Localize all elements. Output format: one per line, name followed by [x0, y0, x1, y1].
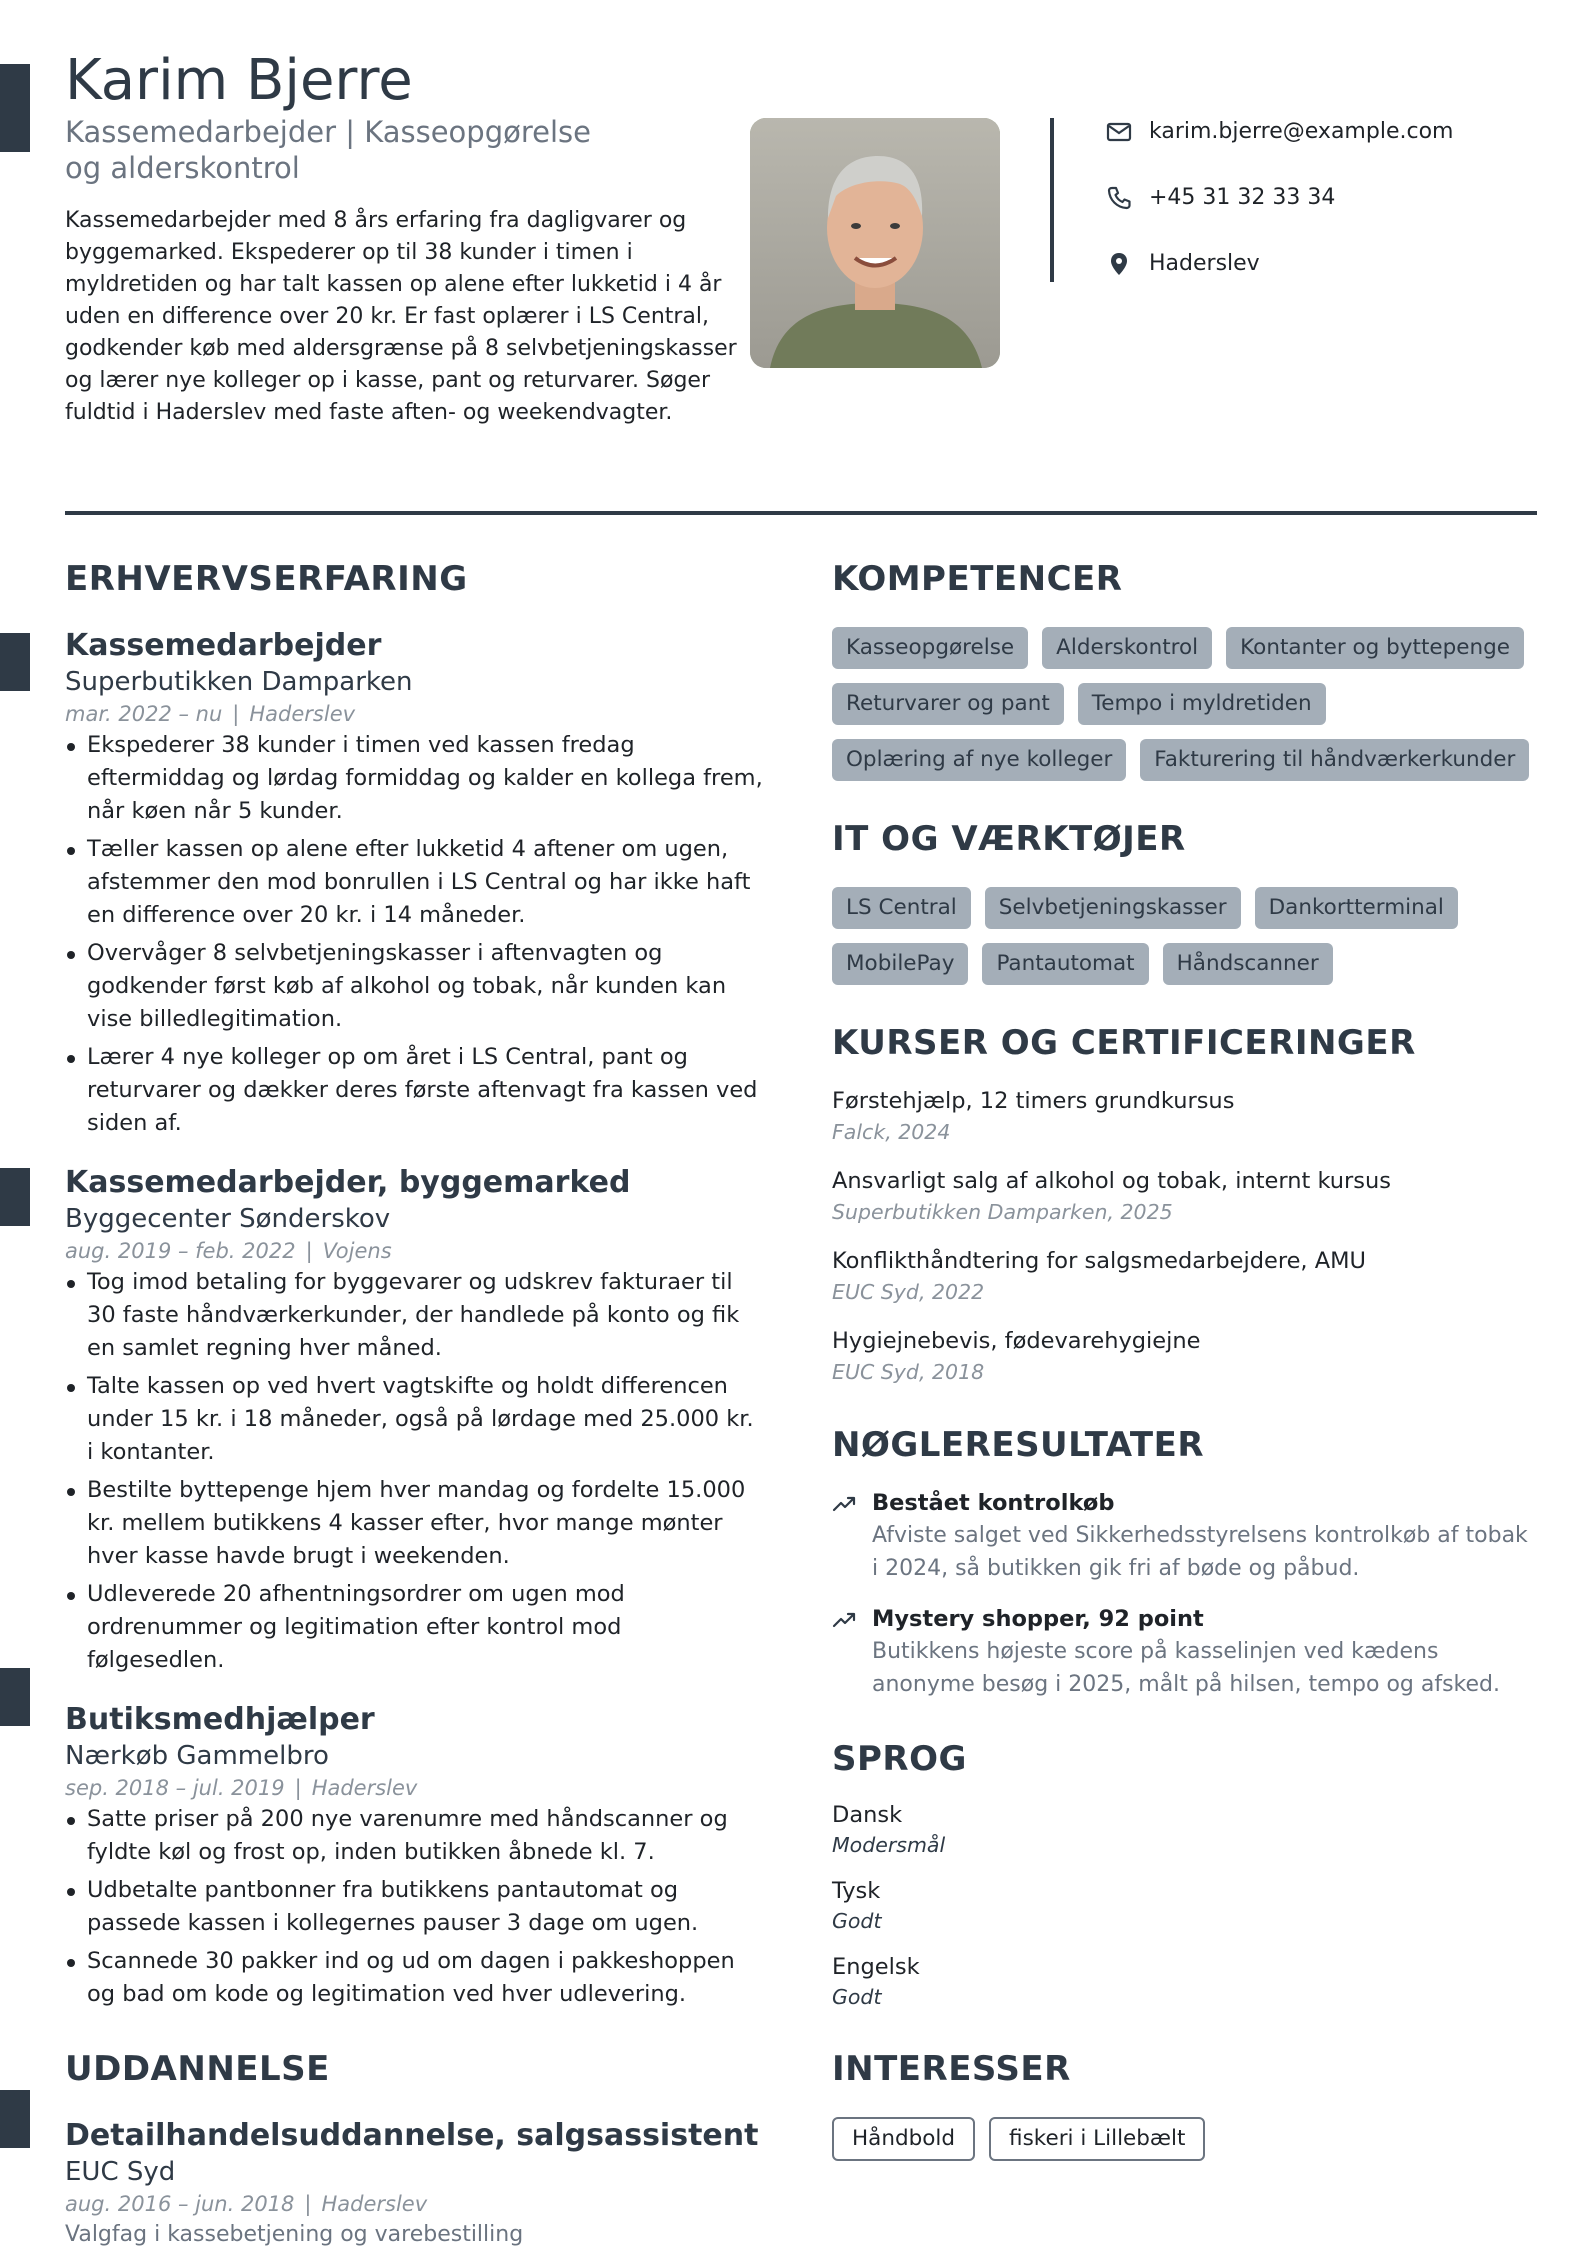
interests-heading: INTERESSER — [832, 2049, 1071, 2089]
education-note: Valgfag i kassebetjening og varebestilling — [65, 2222, 524, 2247]
job-entry — [65, 627, 765, 1140]
contact-email[interactable] — [1105, 116, 1535, 182]
result-title: Bestået kontrolkøb — [872, 1490, 1115, 1516]
skills-chip: Alderskontrol — [1042, 627, 1212, 669]
resume-header — [65, 0, 1537, 520]
result-description: Butikkens højeste score på kasselinjen ved kædens anonyme besøg i 2025, målt på hilsen, tempo og afsked. — [872, 1639, 1501, 1697]
results-list — [832, 1487, 1537, 1701]
job-title: Kassemedarbejder — [65, 628, 382, 663]
result-item — [832, 1603, 1537, 1701]
candidate-name: Karim Bjerre — [65, 48, 413, 113]
tools-heading: IT OG VÆRKTØJER — [832, 819, 1186, 859]
contact-location-text: Haderslev — [1149, 251, 1260, 276]
education-location: Haderslev — [321, 2192, 428, 2216]
left-column — [65, 555, 765, 2251]
trending-up-icon — [832, 1493, 858, 1515]
job-bullet: Overvåger 8 selvbetjeningskasser i aftenvagten og godkender først køb af alkohol og tobak, når kunden kan vise billedlegitimation. — [65, 937, 765, 1036]
job-meta — [65, 1773, 765, 1803]
job-bullet: Tog imod betaling for byggevarer og udskrev fakturaer til 30 faste håndværkerkunder, der handlede på konto og fik en samlet regning hver måned. — [65, 1266, 765, 1365]
location-pin-icon — [1105, 250, 1133, 278]
job-bullet: Satte priser på 200 nye varenumre med håndscanner og fyldte køl og frost op, inden butikken åbnede kl. 7. — [65, 1803, 765, 1869]
job-meta — [65, 699, 765, 729]
course-org: EUC Syd, 2022 — [832, 1280, 985, 1304]
experience-list — [65, 627, 765, 2011]
education-meta — [65, 2189, 765, 2219]
languages-list — [832, 1799, 1537, 2011]
skills-chip: Fakturering til håndværkerkunder — [1140, 739, 1529, 781]
job-bullet: Scannede 30 pakker ind og ud om dagen i pakkeshoppen og bad om kode og legitimation ved hver udlevering. — [65, 1945, 765, 2011]
job-bullet: Bestilte byttepenge hjem hver mandag og fordelte 15.000 kr. mellem butikkens 4 kasser efter, hvor mange mønter hver kasse havde brugt i weekenden. — [65, 1474, 765, 1573]
education-dates: aug. 2016 – jun. 2018 — [65, 2192, 295, 2216]
tools-chip: Pantautomat — [982, 943, 1148, 985]
languages-heading: SPROG — [832, 1739, 967, 1779]
course-name: Hygiejnebevis, fødevarehygiejne — [832, 1328, 1201, 1354]
education-school: EUC Syd — [65, 2157, 176, 2187]
education-item — [65, 2117, 765, 2251]
skills-chip: Returvarer og pant — [832, 683, 1064, 725]
course-item — [832, 1245, 1537, 1307]
accent-bar-job-2 — [0, 1168, 30, 1226]
contact-phone[interactable] — [1105, 182, 1535, 248]
skills-chip: Kontanter og byttepenge — [1226, 627, 1524, 669]
tools-chip: MobilePay — [832, 943, 968, 985]
job-company: Nærkøb Gammelbro — [65, 1741, 329, 1771]
profile-summary: Kassemedarbejder med 8 års erfaring fra dagligvarer og byggemarked. Ekspederer op til 38 kunder i timen i myldretiden og har talt kassen op alene efter lukketid i 4 år uden en difference over 20 kr. Er fast oplærer i LS Central, godkender køb med aldersgrænse på 8 selvbetjeningskasser og lærer nye kolleger op i kasse, pant og returvarer. Søger fuldtid i Haderslev med faste aften- og weekendvagter. — [65, 208, 737, 425]
course-name: Førstehjælp, 12 timers grundkursus — [832, 1088, 1235, 1114]
contact-block — [1105, 116, 1535, 314]
job-bullet: Udleverede 20 afhentningsordrer om ugen mod ordrenummer og legitimation efter kontrol mod følgesedlen. — [65, 1578, 765, 1677]
skills-chip: Kasseopgørelse — [832, 627, 1028, 669]
interests-chip-list — [832, 2117, 1537, 2161]
courses-section — [832, 1019, 1537, 1387]
course-item — [832, 1325, 1537, 1387]
results-section — [832, 1421, 1537, 1701]
accent-bar-education — [0, 2090, 30, 2148]
job-bullets — [65, 1266, 765, 1677]
course-org: EUC Syd, 2018 — [832, 1360, 985, 1384]
job-entry — [65, 1701, 765, 2011]
languages-section — [832, 1735, 1537, 2011]
portrait-photo-icon — [750, 118, 1000, 368]
course-name: Ansvarligt salg af alkohol og tobak, internt kursus — [832, 1168, 1392, 1194]
job-title: Butiksmedhjælper — [65, 1702, 375, 1737]
skills-chip: Tempo i myldretiden — [1078, 683, 1326, 725]
contact-email-text: karim.bjerre@example.com — [1149, 119, 1454, 144]
job-bullet: Talte kassen op ved hvert vagtskifte og holdt differencen under 15 kr. i 18 måneder, også på lørdage med 25.000 kr. i kontanter. — [65, 1370, 765, 1469]
meta-separator: | — [232, 702, 240, 726]
trending-up-icon — [832, 1609, 858, 1631]
experience-heading: ERHVERVSERFARING — [65, 559, 468, 599]
language-name: Engelsk — [832, 1954, 920, 1980]
contact-location — [1105, 248, 1535, 314]
education-title: Detailhandelsuddannelse, salgsassistent — [65, 2118, 759, 2153]
language-level: Godt — [832, 1985, 882, 2009]
meta-separator: | — [294, 1776, 302, 1800]
skills-chip-list — [832, 627, 1537, 781]
language-item — [832, 1951, 1537, 2011]
job-location: Haderslev — [249, 702, 356, 726]
course-item — [832, 1165, 1537, 1227]
language-item — [832, 1799, 1537, 1859]
language-name: Dansk — [832, 1802, 903, 1828]
language-name: Tysk — [832, 1878, 881, 1904]
accent-bar-job-3 — [0, 1668, 30, 1726]
result-item — [832, 1487, 1537, 1585]
header-divider — [65, 511, 1537, 515]
phone-icon — [1105, 184, 1133, 212]
job-bullet: Ekspederer 38 kunder i timen ved kassen fredag eftermiddag og lørdag formiddag og kalder en kollega frem, når køen når 5 kunder. — [65, 729, 765, 828]
meta-separator: | — [304, 2192, 312, 2216]
job-bullet: Tæller kassen op alene efter lukketid 4 aftener om ugen, afstemmer den mod bonrullen i LS Central og har ikke haft en difference over 20 kr. i 14 måneder. — [65, 833, 765, 932]
result-description: Afviste salget ved Sikkerhedsstyrelsens kontrolkøb af tobak i 2024, så butikken gik fri af bøde og påbud. — [872, 1523, 1528, 1581]
job-dates: mar. 2022 – nu — [65, 702, 223, 726]
result-title: Mystery shopper, 92 point — [872, 1606, 1204, 1632]
accent-bar-header — [0, 64, 30, 152]
course-item — [832, 1085, 1537, 1147]
candidate-headline: Kassemedarbejder | Kasseopgørelse og alderskontrol — [65, 115, 591, 185]
contact-divider — [1050, 118, 1054, 282]
tools-chip: Håndscanner — [1163, 943, 1333, 985]
contact-phone-text: +45 31 32 33 34 — [1149, 185, 1336, 210]
job-bullet: Udbetalte pantbonner fra butikkens pantautomat og passede kassen i kollegernes pauser 3 dage om ugen. — [65, 1874, 765, 1940]
tools-section — [832, 815, 1537, 985]
job-bullet: Lærer 4 nye kolleger op om året i LS Central, pant og returvarer og dækker deres første aftenvagt fra kassen ved siden af. — [65, 1041, 765, 1140]
course-org: Superbutikken Damparken, 2025 — [832, 1200, 1173, 1224]
results-heading: NØGLERESULTATER — [832, 1425, 1205, 1465]
right-column — [832, 555, 1537, 2161]
tools-chip-list — [832, 887, 1537, 985]
skills-heading: KOMPETENCER — [832, 559, 1123, 599]
tools-chip: Selvbetjeningskasser — [985, 887, 1241, 929]
language-level: Modersmål — [832, 1833, 946, 1857]
portrait-photo — [750, 118, 1000, 368]
job-meta — [65, 1236, 765, 1266]
education-section — [65, 2045, 765, 2251]
job-location: Haderslev — [311, 1776, 418, 1800]
interests-section — [832, 2045, 1537, 2161]
job-dates: sep. 2018 – jul. 2019 — [65, 1776, 285, 1800]
mail-icon — [1105, 118, 1133, 146]
interests-chip: Håndbold — [832, 2117, 975, 2161]
language-level: Godt — [832, 1909, 882, 1933]
course-org: Falck, 2024 — [832, 1120, 951, 1144]
courses-heading: KURSER OG CERTIFICERINGER — [832, 1023, 1416, 1063]
job-bullets — [65, 729, 765, 1140]
skills-chip: Oplæring af nye kolleger — [832, 739, 1126, 781]
resume-page — [65, 0, 1537, 2246]
tools-chip: LS Central — [832, 887, 971, 929]
courses-list — [832, 1085, 1537, 1387]
job-company: Superbutikken Damparken — [65, 667, 413, 697]
education-heading: UDDANNELSE — [65, 2049, 330, 2089]
job-location: Vojens — [322, 1239, 392, 1263]
meta-separator: | — [305, 1239, 313, 1263]
job-title: Kassemedarbejder, byggemarked — [65, 1165, 631, 1200]
job-bullets — [65, 1803, 765, 2011]
course-name: Konflikthåndtering for salgsmedarbejdere, AMU — [832, 1248, 1367, 1274]
job-company: Byggecenter Sønderskov — [65, 1204, 391, 1234]
language-item — [832, 1875, 1537, 1935]
job-entry — [65, 1164, 765, 1677]
tools-chip: Dankortterminal — [1255, 887, 1458, 929]
accent-bar-job-1 — [0, 633, 30, 691]
job-dates: aug. 2019 – feb. 2022 — [65, 1239, 296, 1263]
interests-chip: fiskeri i Lillebælt — [989, 2117, 1205, 2161]
